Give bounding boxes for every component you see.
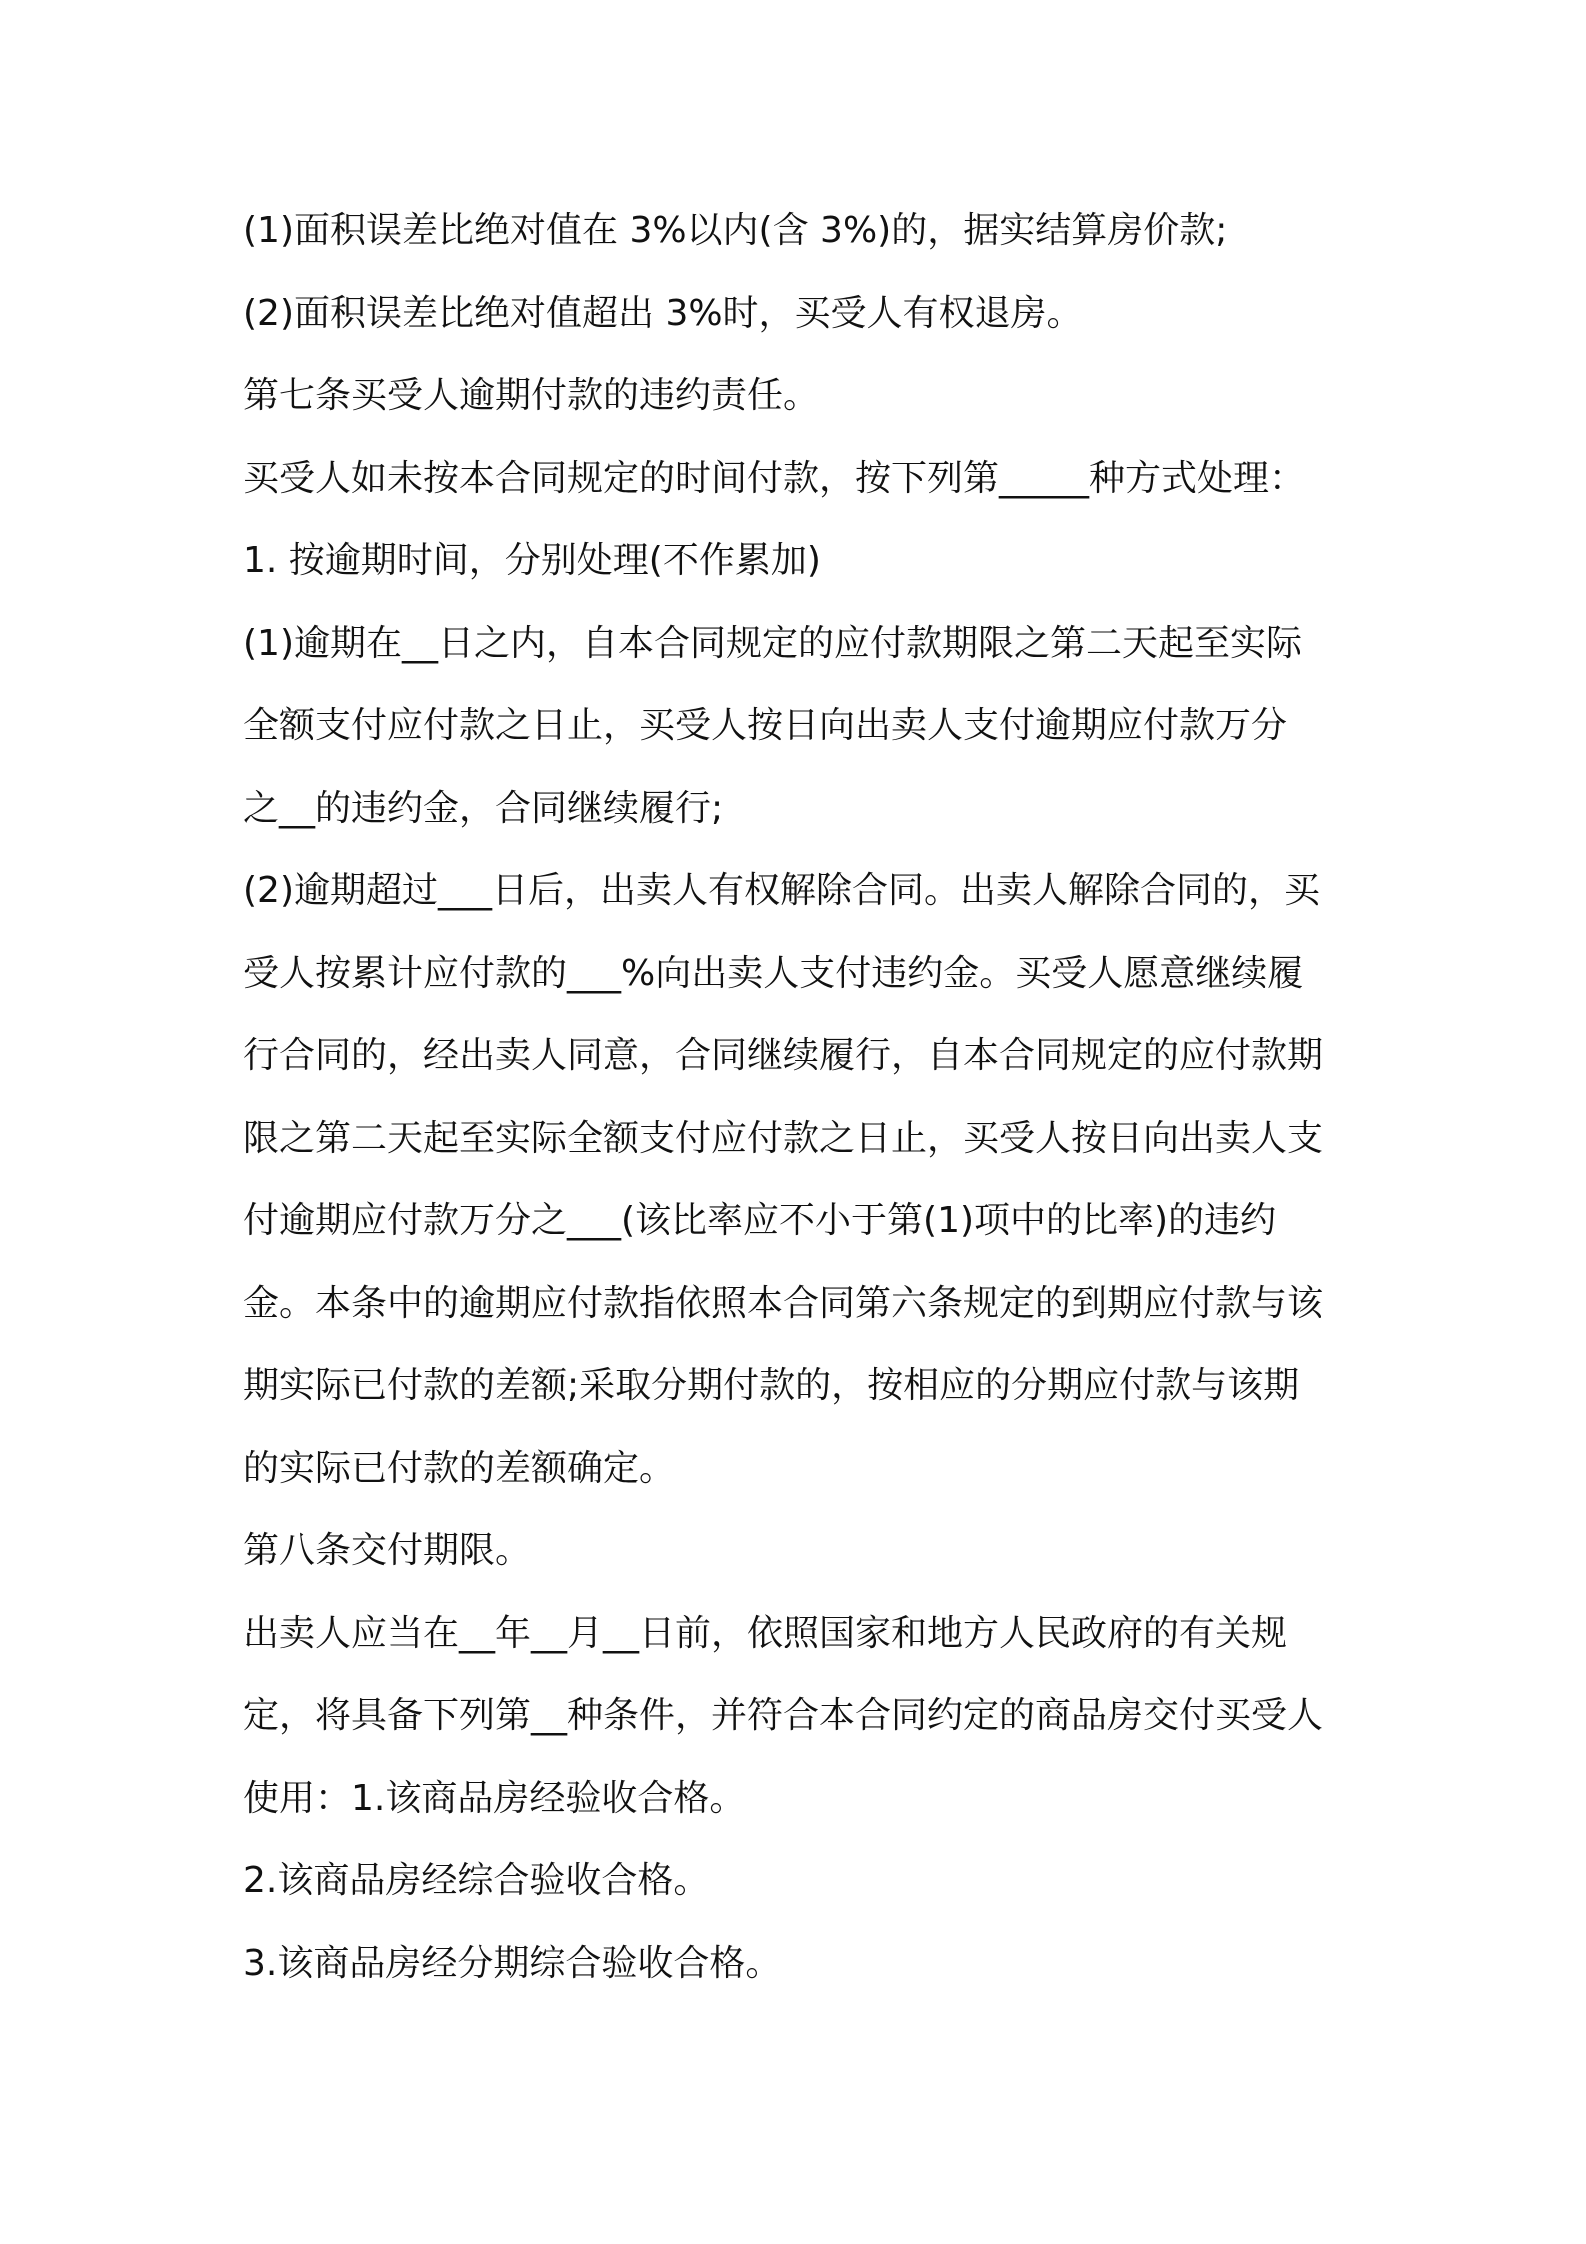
text-line-9: (2)逾期超过___日后，出卖人有权解除合同。出卖人解除合同的，买	[243, 870, 1320, 911]
article-heading-7: 第七条买受人逾期付款的违约责任。	[243, 375, 820, 416]
text-line-5: 1. 按逾期时间，分别处理(不作累加)	[243, 540, 821, 581]
text-line-14: 金。本条中的逾期应付款指依照本合同第六条规定的到期应付款与该	[243, 1282, 1324, 1324]
text-line-15: 期实际已付款的差额;采取分期付款的，按相应的分期应付款与该期	[243, 1365, 1300, 1406]
text-line-13: 付逾期应付款万分之___(该比率应不小于第(1)项中的比率)的违约	[243, 1200, 1277, 1241]
text-line-2: (2)面积误差比绝对值超出 3%时，买受人有权退房。	[243, 292, 1083, 334]
text-line-16: 的实际已付款的差额确定。	[243, 1447, 676, 1489]
text-line-21: 2.该商品房经综合验收合格。	[243, 1860, 710, 1901]
text-line-20: 使用：1.该商品房经验收合格。	[243, 1777, 746, 1819]
text-line-10: 受人按累计应付款的___%向出卖人支付违约金。买受人愿意继续履	[243, 952, 1304, 994]
text-line-11: 行合同的，经出卖人同意，合同继续履行，自本合同规定的应付款期	[243, 1035, 1324, 1076]
article-heading-8: 第八条交付期限。	[243, 1530, 532, 1571]
text-line-1: (1)面积误差比绝对值在 3%以内(含 3%)的，据实结算房价款;	[243, 210, 1228, 251]
text-line-18: 出卖人应当在__年__月__日前，依照国家和地方人民政府的有关规	[243, 1612, 1288, 1654]
text-line-8: 之__的违约金，合同继续履行;	[243, 787, 724, 829]
text-line-19: 定，将具备下列第__种条件，并符合本合同约定的商品房交付买受人	[243, 1695, 1324, 1736]
text-line-22: 3.该商品房经分期综合验收合格。	[243, 1942, 782, 1984]
text-line-4: 买受人如未按本合同规定的时间付款，按下列第_____种方式处理：	[243, 457, 1306, 499]
text-line-12: 限之第二天起至实际全额支付应付款之日止，买受人按日向出卖人支	[243, 1117, 1324, 1159]
text-line-7: 全额支付应付款之日止，买受人按日向出卖人支付逾期应付款万分	[243, 705, 1288, 746]
document-body	[243, 190, 1353, 2005]
text-line-6: (1)逾期在__日之内，自本合同规定的应付款期限之第二天起至实际	[243, 622, 1302, 664]
